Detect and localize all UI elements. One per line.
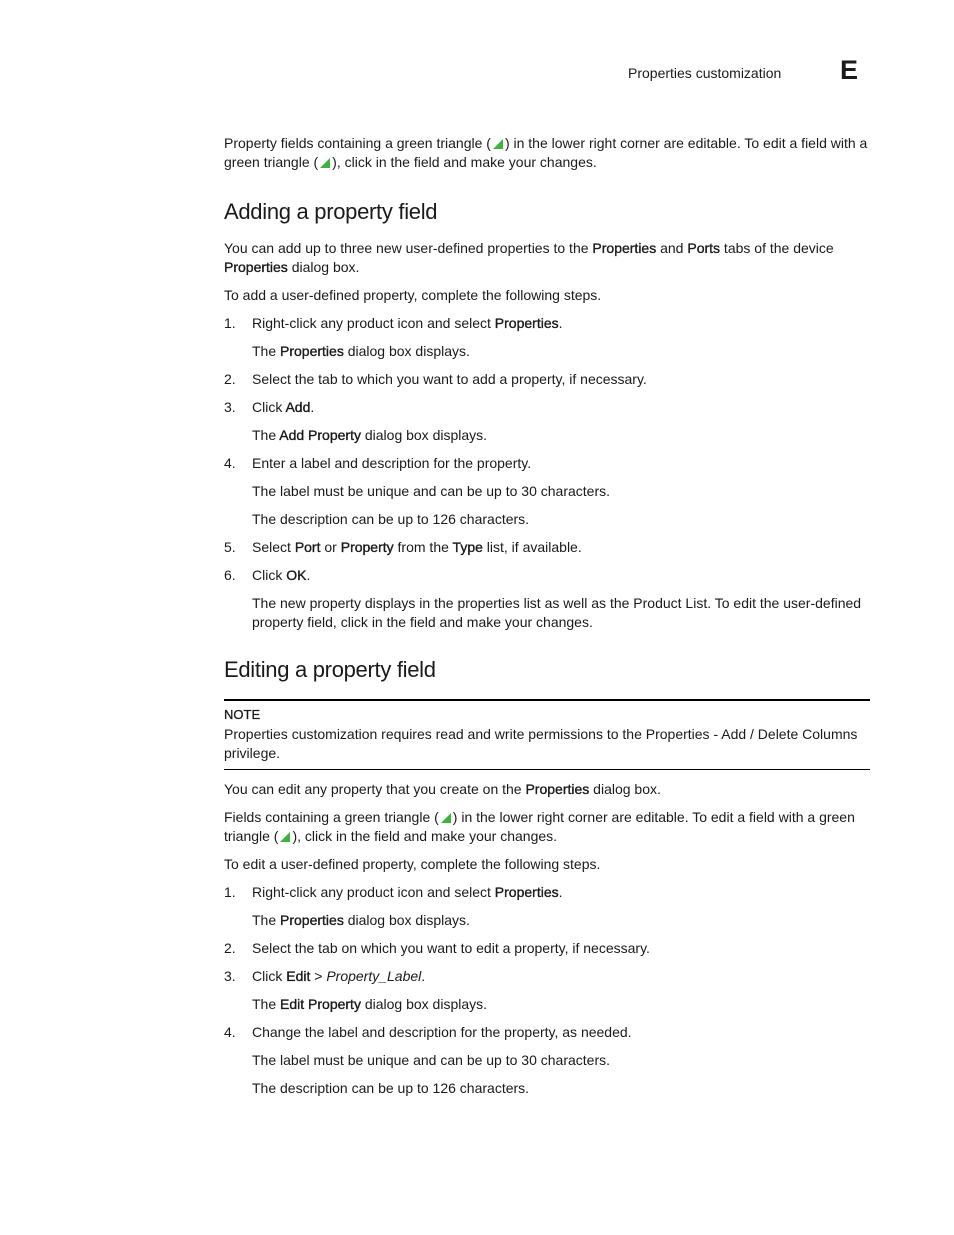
ui-term: Properties — [224, 259, 288, 275]
editing-section-heading: Editing a property field — [224, 657, 436, 682]
ui-term: Properties — [280, 343, 344, 359]
list-item — [224, 398, 870, 445]
text: You can add up to three new user-defined properties to the — [224, 240, 593, 256]
list-item — [224, 939, 870, 958]
adding-paragraph-1 — [224, 239, 870, 277]
green-triangle-icon — [320, 158, 330, 168]
text: ) in the lower right corner are editable. To edit a field with a green triangle ( — [224, 809, 855, 844]
step-text — [252, 566, 870, 585]
text: The — [252, 427, 280, 443]
editing-paragraph-3: To edit a user-defined property, complete the following steps. — [224, 856, 601, 872]
text: tabs of the device — [720, 240, 834, 256]
step-note: The label must be unique and can be up to 30 characters. — [252, 483, 611, 499]
editing-paragraph-1 — [224, 780, 870, 799]
list-item — [224, 370, 870, 389]
step-number: 2. — [224, 940, 236, 956]
step-text — [252, 398, 870, 417]
text: and — [656, 240, 688, 256]
intro-text-1: Property fields containing a green triangle ( — [224, 135, 491, 151]
step-text — [252, 967, 870, 986]
green-triangle-icon — [280, 832, 290, 842]
green-triangle-icon — [441, 813, 451, 823]
step-result — [252, 911, 870, 930]
intro-text-3: ), click in the field and make your changes. — [332, 154, 597, 170]
ui-term: Properties — [280, 912, 344, 928]
step-number: 1. — [224, 884, 236, 900]
list-item — [224, 566, 870, 632]
text: dialog box. — [287, 259, 360, 275]
editing-steps-list — [224, 883, 870, 1098]
ui-term: Properties — [592, 240, 657, 256]
text: You can edit any property that you create on the — [224, 781, 526, 797]
text: or — [320, 539, 341, 555]
text: ), click in the field and make your changes. — [292, 828, 558, 844]
step-text: Select the tab to which you want to add a property, if necessary. — [252, 371, 647, 387]
text: dialog box displays. — [343, 343, 470, 359]
ui-term: Properties — [525, 781, 590, 797]
text: dialog box. — [589, 781, 661, 797]
step-number: 1. — [224, 315, 236, 331]
text: > — [310, 968, 327, 984]
text: The — [252, 912, 281, 928]
text: . — [558, 315, 563, 331]
text: from the — [393, 539, 453, 555]
step-note: The label must be unique and can be up to 30 characters. — [252, 1052, 611, 1068]
step-number: 5. — [224, 539, 236, 555]
ui-term: Properties — [494, 884, 559, 900]
text: dialog box displays. — [343, 912, 470, 928]
ui-term: Port — [294, 539, 321, 555]
editing-paragraph-2 — [224, 808, 870, 846]
note-label: NOTE — [224, 707, 261, 722]
step-result — [252, 342, 870, 361]
adding-section-heading: Adding a property field — [224, 199, 438, 224]
variable-text: Property_Label — [326, 968, 422, 984]
step-note: The description can be up to 126 characters. — [252, 1080, 530, 1096]
step-text: Enter a label and description for the property. — [252, 455, 532, 471]
note-text: Properties customization requires read and write permissions to the Properties - Add / Delete Columns privilege. — [224, 726, 858, 761]
step-result — [252, 426, 870, 445]
ui-term: Add — [285, 399, 311, 415]
note-box — [224, 699, 870, 770]
green-triangle-icon — [493, 139, 503, 149]
ui-term: Properties — [494, 315, 559, 331]
text: . — [310, 399, 315, 415]
text: list, if available. — [482, 539, 582, 555]
step-number: 3. — [224, 968, 236, 984]
list-item — [224, 967, 870, 1014]
text: Select — [252, 539, 295, 555]
intro-paragraph — [224, 134, 870, 172]
step-number: 4. — [224, 455, 236, 471]
step-number: 4. — [224, 1024, 236, 1040]
text: dialog box displays. — [360, 996, 488, 1012]
ui-term: Add Property — [279, 427, 361, 443]
appendix-letter: E — [840, 55, 859, 85]
text: dialog box displays. — [360, 427, 488, 443]
text: The — [252, 343, 281, 359]
text: The — [252, 996, 281, 1012]
ui-term: Type — [452, 539, 483, 555]
step-number: 2. — [224, 371, 236, 387]
adding-paragraph-2: To add a user-defined property, complete the following steps. — [224, 287, 602, 303]
ui-term: Ports — [687, 240, 721, 256]
text: Right-click any product icon and select — [252, 315, 495, 331]
intro-text-2: ) in the lower right corner are editable. To edit a field with a green triangle ( — [224, 135, 868, 170]
list-item — [224, 538, 870, 557]
running-header-title: Properties customization — [628, 65, 782, 81]
page-content — [224, 134, 870, 1107]
ui-term: Property — [340, 539, 394, 555]
step-note: The description can be up to 126 characters. — [252, 511, 530, 527]
step-text — [252, 883, 870, 902]
list-item — [224, 1023, 870, 1098]
ui-term: OK — [286, 567, 307, 583]
text: . — [421, 968, 426, 984]
adding-steps-list — [224, 314, 870, 632]
list-item — [224, 454, 870, 529]
text: Fields containing a green triangle ( — [224, 809, 439, 825]
step-number: 3. — [224, 399, 236, 415]
text: . — [306, 567, 311, 583]
step-text — [252, 314, 870, 333]
text: . — [558, 884, 563, 900]
list-item — [224, 314, 870, 361]
step-result — [252, 995, 870, 1014]
text: Right-click any product icon and select — [252, 884, 495, 900]
ui-term: Edit — [286, 968, 311, 984]
step-text: Select the tab on which you want to edit a property, if necessary. — [252, 940, 650, 956]
text: Click — [252, 399, 286, 415]
step-text: Change the label and description for the property, as needed. — [252, 1024, 632, 1040]
list-item — [224, 883, 870, 930]
step-result: The new property displays in the properties list as well as the Product List. To edit the user-defined property field, click in the field and make your changes. — [252, 595, 862, 630]
step-number: 6. — [224, 567, 236, 583]
text: Click — [252, 567, 287, 583]
step-text — [252, 538, 870, 557]
ui-term: Edit Property — [280, 996, 361, 1012]
text: Click — [252, 968, 287, 984]
